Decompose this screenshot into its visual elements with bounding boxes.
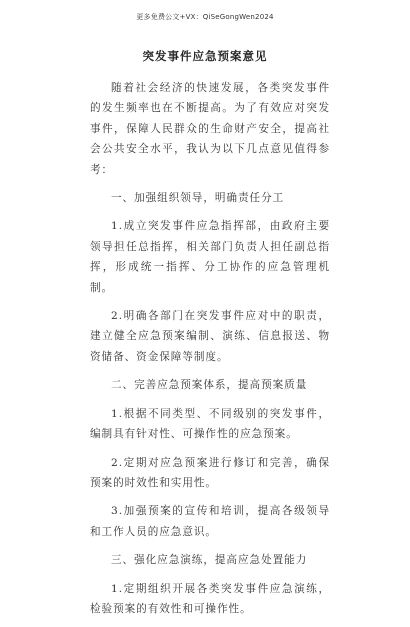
header-note: 更多免费公文+VX：QiSeGongWen2024 [136,13,274,21]
section-1-item-1: 1.成立突发事件应急指挥部，由政府主要领导担任总指挥，相关部门负责人担任副总指挥，形成统一指挥、分工协作的应急管理机制。 [90,220,330,294]
section-2-item-2: 2.定期对应急预案进行修订和完善，确保预案的时效性和实用性。 [90,456,330,489]
section-3-item-1: 1.定期组织开展各类突发事件应急演练，检验预案的有效性和可操作性。 [90,582,330,615]
section-heading-2: 二、完善应急预案体系，提高预案质量 [111,379,308,392]
section-1-item-2: 2.明确各部门在突发事件应对中的职责，建立健全应急预案编制、演练、信息报送、物资储备、资金保障等制度。 [90,310,330,363]
intro-paragraph: 随着社会经济的快速发展，各类突发事件的发生频率也在不断提高。为了有效应对突发事件，保障人民群众的生命财产安全，提高社会公共安全水平，我认为以下几点意见值得参考： [90,82,330,176]
section-heading-3: 三、强化应急演练，提高应急处置能力 [111,554,308,567]
document-body [90,78,330,627]
section-heading-1: 一、加强组织领导，明确责任分工 [111,192,285,205]
section-2-item-1: 1.根据不同类型、不同级别的突发事件，编制具有针对性、可操作性的应急预案。 [90,407,330,441]
document-title: 突发事件应急预案意见 [142,49,268,63]
section-2-item-3: 3.加强预案的宣传和培训，提高各级领导和工作人员的应急意识。 [90,505,330,538]
